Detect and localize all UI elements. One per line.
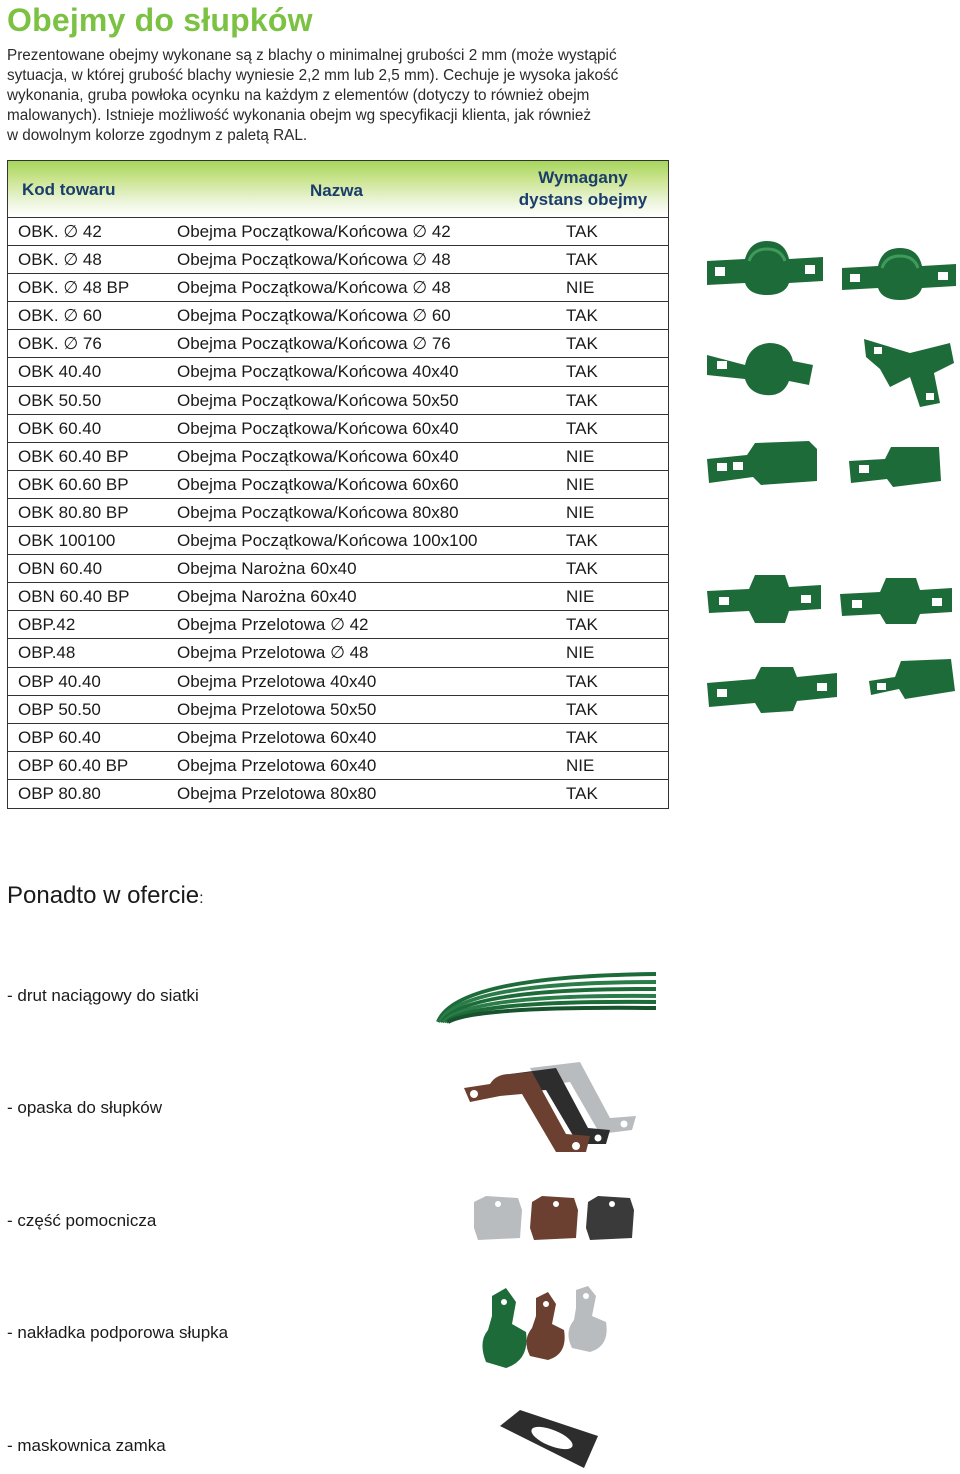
cell-name: Obejma Przelotowa ∅ 42	[177, 615, 369, 635]
page-title: Obejmy do słupków	[7, 2, 313, 38]
cell-required: TAK	[566, 362, 598, 382]
offer-heading-colon: :	[199, 890, 204, 907]
intro-line: sytuacja, w której grubość blachy wyniesie 2,2 mm lub 2,5 mm). Cechuje je wysoka jakość	[7, 67, 619, 84]
offer-item-wire: - drut naciągowy do siatki	[7, 986, 199, 1005]
cell-name: Obejma Początkowa/Końcowa 60x40	[177, 418, 459, 438]
table-row	[8, 358, 668, 386]
cell-required: TAK	[566, 390, 598, 410]
cell-code: OBP 40.40	[18, 671, 101, 691]
table-row	[8, 499, 668, 527]
cell-required: NIE	[566, 502, 595, 522]
table-row	[8, 218, 668, 246]
cell-code: OBP 80.80	[18, 783, 101, 803]
clamp-images	[700, 225, 960, 745]
lock-cover-image	[498, 1406, 602, 1472]
table-row	[8, 724, 668, 752]
table-row	[8, 611, 668, 639]
offer-item-band: - opaska do słupków	[7, 1098, 162, 1117]
cell-name: Obejma Przelotowa 50x50	[177, 699, 377, 719]
table-row	[8, 387, 668, 415]
table-row	[8, 443, 668, 471]
round-clamp-open-image	[705, 335, 815, 405]
table-header	[8, 161, 668, 218]
intro-line: wykonania, gruba powłoka ocynku na każdym z elementów (dotyczy to również obejm	[7, 87, 590, 104]
pass-clamp-image	[865, 655, 957, 717]
post-cap-image	[480, 1282, 630, 1372]
cell-code: OBK. ∅ 48	[18, 250, 102, 270]
auxiliary-part-image	[470, 1192, 640, 1244]
cell-required: NIE	[566, 474, 595, 494]
cell-name: Obejma Początkowa/Końcowa 80x80	[177, 502, 459, 522]
cell-code: OBK 60.60 BP	[18, 474, 129, 494]
table-row	[8, 752, 668, 780]
tension-wire-image	[436, 962, 660, 1024]
offer-item-post-cap: - nakładka podporowa słupka	[7, 1323, 229, 1342]
pass-clamp-image	[705, 567, 825, 627]
intro-line: Prezentowane obejmy wykonane są z blachy o minimalnej grubości 2 mm (może wystąpić	[7, 47, 617, 64]
table-row	[8, 668, 668, 696]
cell-name: Obejma Początkowa/Końcowa ∅ 48	[177, 250, 451, 270]
cell-name: Obejma Początkowa/Końcowa ∅ 48	[177, 278, 451, 298]
table-row	[8, 527, 668, 555]
intro-line: malowanych). Istnieje możliwość wykonania obejm wg specyfikacji klienta, jak również	[7, 107, 592, 124]
corner-clamp-image	[860, 333, 960, 411]
table-row	[8, 696, 668, 724]
cell-code: OBP 60.40 BP	[18, 755, 129, 775]
cell-required: TAK	[566, 559, 598, 579]
cell-required: TAK	[566, 334, 598, 354]
cell-code: OBK. ∅ 42	[18, 222, 102, 241]
cell-required: NIE	[566, 278, 595, 298]
square-clamp-image	[845, 443, 945, 495]
cell-code: OBP.42	[18, 615, 76, 635]
table-row	[8, 639, 668, 667]
cell-code: OBN 60.40	[18, 559, 103, 579]
table-row	[8, 780, 668, 808]
post-band-image	[460, 1058, 640, 1158]
cell-name: Obejma Narożna 60x40	[177, 587, 357, 607]
intro-line: w dowolnym kolorze zgodnym z paletą RAL.	[7, 127, 308, 144]
cell-code: OBK 50.50	[18, 390, 102, 410]
table-body	[8, 218, 668, 808]
table-row	[8, 583, 668, 611]
cell-code: OBK 80.80 BP	[18, 502, 129, 522]
cell-name: Obejma Początkowa/Końcowa 100x100	[177, 531, 478, 551]
offer-item-auxiliary: - część pomocnicza	[7, 1211, 157, 1230]
cell-required: TAK	[566, 615, 598, 635]
cell-required: TAK	[566, 531, 598, 551]
cell-name: Obejma Przelotowa 60x40	[177, 727, 377, 747]
cell-name: Obejma Początkowa/Końcowa ∅ 76	[177, 334, 451, 354]
table-row	[8, 415, 668, 443]
cell-required: TAK	[566, 222, 598, 241]
header-name: Nazwa	[310, 181, 363, 200]
round-clamp-image	[840, 240, 958, 308]
table-row	[8, 555, 668, 583]
pass-clamp-image	[838, 570, 956, 628]
cell-name: Obejma Początkowa/Końcowa 60x60	[177, 474, 459, 494]
cell-required: TAK	[566, 250, 598, 270]
cell-required: TAK	[566, 418, 598, 438]
cell-name: Obejma Narożna 60x40	[177, 559, 357, 579]
cell-required: TAK	[566, 699, 598, 719]
cell-name: Obejma Przelotowa 40x40	[177, 671, 377, 691]
cell-required: TAK	[566, 783, 598, 803]
cell-code: OBK. ∅ 60	[18, 306, 102, 326]
square-clamp-image	[705, 437, 820, 495]
offer-heading-text: Ponadto w ofercie	[7, 882, 200, 909]
pass-clamp-image	[705, 661, 840, 721]
cell-code: OBP.48	[18, 643, 76, 663]
header-code: Kod towaru	[22, 180, 116, 199]
clamps-table	[7, 160, 669, 809]
table-row	[8, 274, 668, 302]
cell-name: Obejma Początkowa/Końcowa 50x50	[177, 390, 459, 410]
cell-name: Obejma Początkowa/Końcowa ∅ 42	[177, 222, 451, 241]
cell-required: TAK	[566, 306, 598, 326]
table-row	[8, 330, 668, 358]
table-row	[8, 471, 668, 499]
cell-name: Obejma Początkowa/Końcowa ∅ 60	[177, 306, 451, 326]
cell-code: OBK 60.40	[18, 418, 102, 438]
cell-required: NIE	[566, 755, 595, 775]
offer-heading	[7, 882, 204, 910]
header-required-line1: Wymagany	[538, 168, 628, 187]
cell-required: NIE	[566, 587, 595, 607]
table-row	[8, 246, 668, 274]
cell-code: OBK. ∅ 48 BP	[18, 278, 130, 298]
cell-code: OBK 40.40	[18, 362, 102, 382]
cell-code: OBK 60.40 BP	[18, 446, 129, 466]
cell-code: OBP 60.40	[18, 727, 101, 747]
cell-code: OBP 50.50	[18, 699, 101, 719]
cell-code: OBK. ∅ 76	[18, 334, 102, 354]
header-required	[508, 167, 658, 211]
intro-paragraph	[7, 46, 687, 146]
offer-item-lock-cover: - maskownica zamka	[7, 1436, 166, 1455]
cell-name: Obejma Przelotowa 60x40	[177, 755, 377, 775]
cell-required: TAK	[566, 671, 598, 691]
cell-name: Obejma Początkowa/Końcowa 40x40	[177, 362, 459, 382]
cell-required: NIE	[566, 643, 595, 663]
cell-code: OBK 100100	[18, 531, 116, 551]
round-clamp-image	[705, 235, 825, 303]
cell-code: OBN 60.40 BP	[18, 587, 130, 607]
cell-required: TAK	[566, 727, 598, 747]
header-required-line2: dystans obejmy	[518, 190, 648, 209]
cell-name: Obejma Przelotowa 80x80	[177, 783, 377, 803]
cell-name: Obejma Początkowa/Końcowa 60x40	[177, 446, 459, 466]
cell-name: Obejma Przelotowa ∅ 48	[177, 643, 369, 663]
table-row	[8, 302, 668, 330]
cell-required: NIE	[566, 446, 595, 466]
